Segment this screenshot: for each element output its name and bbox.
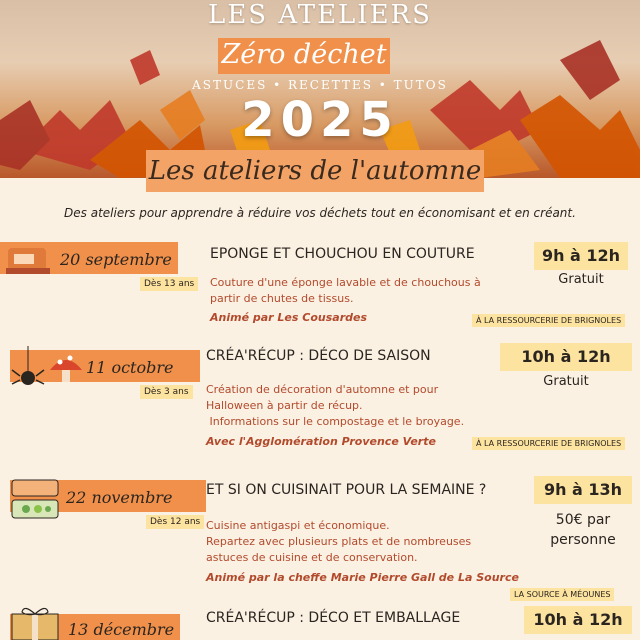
event-time: 10h à 12h: [500, 343, 632, 371]
event-date: 22 novembre: [66, 488, 173, 507]
age-badge: Dès 13 ans: [140, 277, 198, 291]
desc-line: Repartez avec plusieurs plats et de nombreuses: [206, 535, 472, 548]
desc-line: partir de chutes de tissus.: [210, 292, 354, 305]
title-line2: Zéro déchet: [218, 38, 390, 74]
event-date: 11 octobre: [86, 358, 174, 377]
age-badge: Dès 3 ans: [140, 385, 193, 399]
event-price: 50€ par personne: [550, 512, 616, 548]
desc-line: Cuisine antigaspi et économique.: [206, 519, 390, 532]
subtitle: ASTUCES • RECETTES • TUTOS: [192, 78, 448, 92]
intro-text: Des ateliers pour apprendre à réduire vos déchets tout en économisant et en créant.: [64, 206, 576, 220]
desc-line: Informations sur le compostage et le broyage.: [206, 415, 465, 428]
event-credit: Avec l'Agglomération Provence Verte: [206, 435, 436, 448]
title-line1: LES ATELIERS: [208, 0, 432, 30]
event-date: 13 décembre: [68, 620, 175, 639]
event-location: LA SOURCE À MÉOUNES: [510, 588, 614, 601]
food-containers-icon: [8, 474, 64, 524]
event-time: 10h à 12h: [524, 606, 632, 634]
desc-line: Création de décoration d'automne et pour: [206, 383, 439, 396]
age-badge: Dès 12 ans: [146, 515, 204, 529]
gift-box-icon: [8, 604, 62, 640]
event-title: CRÉA'RÉCUP : DÉCO DE SAISON: [206, 348, 431, 364]
event-time: 9h à 12h: [534, 242, 628, 270]
sewing-machine-icon: [4, 238, 52, 278]
desc-line: Halloween à partir de récup.: [206, 399, 363, 412]
event-title: CRÉA'RÉCUP : DÉCO ET EMBALLAGE: [206, 610, 461, 626]
event-title: EPONGE ET CHOUCHOU EN COUTURE: [210, 246, 475, 262]
year: 2025: [241, 92, 399, 148]
mushroom-spider-icon: [8, 346, 84, 396]
desc-line: astuces de cuisine et de conservation.: [206, 551, 418, 564]
event-description: [206, 518, 471, 566]
event-title: ET SI ON CUISINAIT POUR LA SEMAINE ?: [206, 482, 487, 498]
event-credit: Animé par Les Cousardes: [210, 311, 368, 324]
event-price: Gratuit: [543, 374, 589, 389]
event-price: Gratuit: [558, 272, 604, 287]
season-banner: Les ateliers de l'automne: [146, 150, 484, 192]
event-description: [206, 382, 464, 430]
event-description: [210, 275, 481, 307]
desc-line: Couture d'une éponge lavable et de chouchous à: [210, 276, 481, 289]
event-credit: Animé par la cheffe Marie Pierre Gall de La Source: [206, 571, 519, 584]
event-date: 20 septembre: [60, 250, 172, 269]
event-location: À LA RESSOURCERIE DE BRIGNOLES: [472, 314, 625, 327]
event-time: 9h à 13h: [534, 476, 632, 504]
event-location: À LA RESSOURCERIE DE BRIGNOLES: [472, 437, 625, 450]
